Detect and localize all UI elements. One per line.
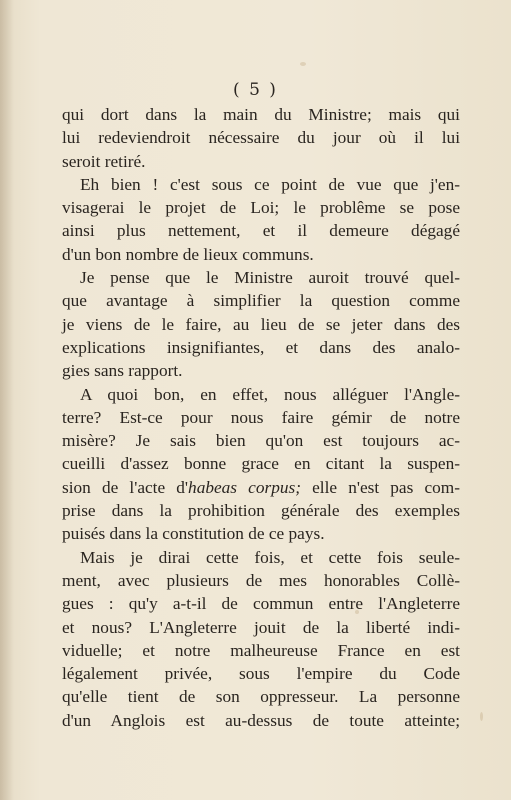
text-line: [62, 289, 460, 312]
text-segment: ainsi plus nettement, et il demeure dégagé: [62, 221, 460, 241]
text-line: [62, 429, 460, 452]
paper-stain: [480, 712, 483, 721]
text-segment: puisés dans la constitution de ce pays.: [62, 524, 325, 544]
text-line: [62, 150, 460, 173]
text-segment: visagerai le projet de Loi; le problême se pose: [62, 198, 460, 218]
text-segment: que avantage à simplifier la question comme: [62, 291, 460, 311]
text-line: [62, 662, 460, 685]
text-segment: d'un Anglois est au-dessus de toute atteinte;: [62, 710, 460, 730]
text-line: [62, 406, 460, 429]
text-line: [62, 126, 460, 149]
text-segment: misère? Je sais bien qu'on est toujours ac-: [62, 431, 460, 451]
text-line: [62, 499, 460, 522]
text-line: [62, 103, 460, 126]
text-line: [62, 685, 460, 708]
text-line: [62, 452, 460, 475]
text-segment: gies sans rapport.: [62, 361, 183, 381]
text-segment: cueilli d'assez bonne grace en citant la suspen-: [62, 454, 460, 474]
page-number: ( 5 ): [233, 80, 278, 100]
text-line: [62, 476, 460, 499]
text-line: [62, 243, 460, 266]
italic-phrase: habeas corpus;: [188, 477, 301, 497]
text-line: [62, 639, 460, 662]
text-segment: je viens de le faire, au lieu de se jeter dans des: [62, 314, 460, 334]
text-line: [62, 266, 460, 289]
text-segment: sion de l'acte d': [62, 477, 189, 497]
text-segment: viduelle; et notre malheureuse France en est: [62, 640, 460, 660]
text-segment: lui redeviendroit nécessaire du jour où il lui: [62, 128, 460, 148]
text-segment: Je pense que le Ministre auroit trouvé quel-: [80, 268, 460, 288]
text-line: [62, 173, 460, 196]
text-segment: A quoi bon, en effet, nous alléguer l'Angle-: [80, 384, 460, 404]
text-line: [62, 569, 460, 592]
body-text: [62, 103, 460, 732]
text-line: [62, 313, 460, 336]
text-line: [62, 522, 460, 545]
page-gutter-shadow: [0, 0, 14, 800]
text-line: [62, 336, 460, 359]
text-segment: légalement privée, sous l'empire du Code: [62, 664, 460, 684]
text-segment: gues : qu'y a-t-il de commun entre l'Angleterre: [62, 594, 460, 614]
text-line: [62, 359, 460, 382]
text-line: [62, 196, 460, 219]
text-segment: ment, avec plusieurs de mes honorables Collè-: [62, 570, 460, 590]
text-line: [62, 709, 460, 732]
text-segment: elle n'est pas com-: [300, 477, 460, 497]
text-line: [62, 219, 460, 242]
text-segment: qui dort dans la main du Ministre; mais qui: [62, 105, 460, 124]
text-segment: d'un bon nombre de lieux communs.: [62, 244, 314, 264]
text-segment: seroit retiré.: [62, 151, 146, 171]
text-line: [62, 592, 460, 615]
text-line: [62, 616, 460, 639]
text-segment: prise dans la prohibition générale des exemples: [62, 501, 460, 521]
paper-stain: [300, 62, 306, 66]
text-segment: explications insignifiantes, et dans des analo-: [62, 337, 460, 357]
text-line: [62, 546, 460, 569]
text-segment: et nous? L'Angleterre jouit de la liberté indi-: [62, 617, 460, 637]
text-segment: qu'elle tient de son oppresseur. La personne: [62, 687, 460, 707]
text-line: [62, 383, 460, 406]
text-segment: Eh bien ! c'est sous ce point de vue que j'en-: [80, 174, 460, 194]
text-segment: terre? Est-ce pour nous faire gémir de notre: [62, 407, 460, 427]
text-segment: Mais je dirai cette fois, et cette fois seule-: [80, 547, 460, 567]
